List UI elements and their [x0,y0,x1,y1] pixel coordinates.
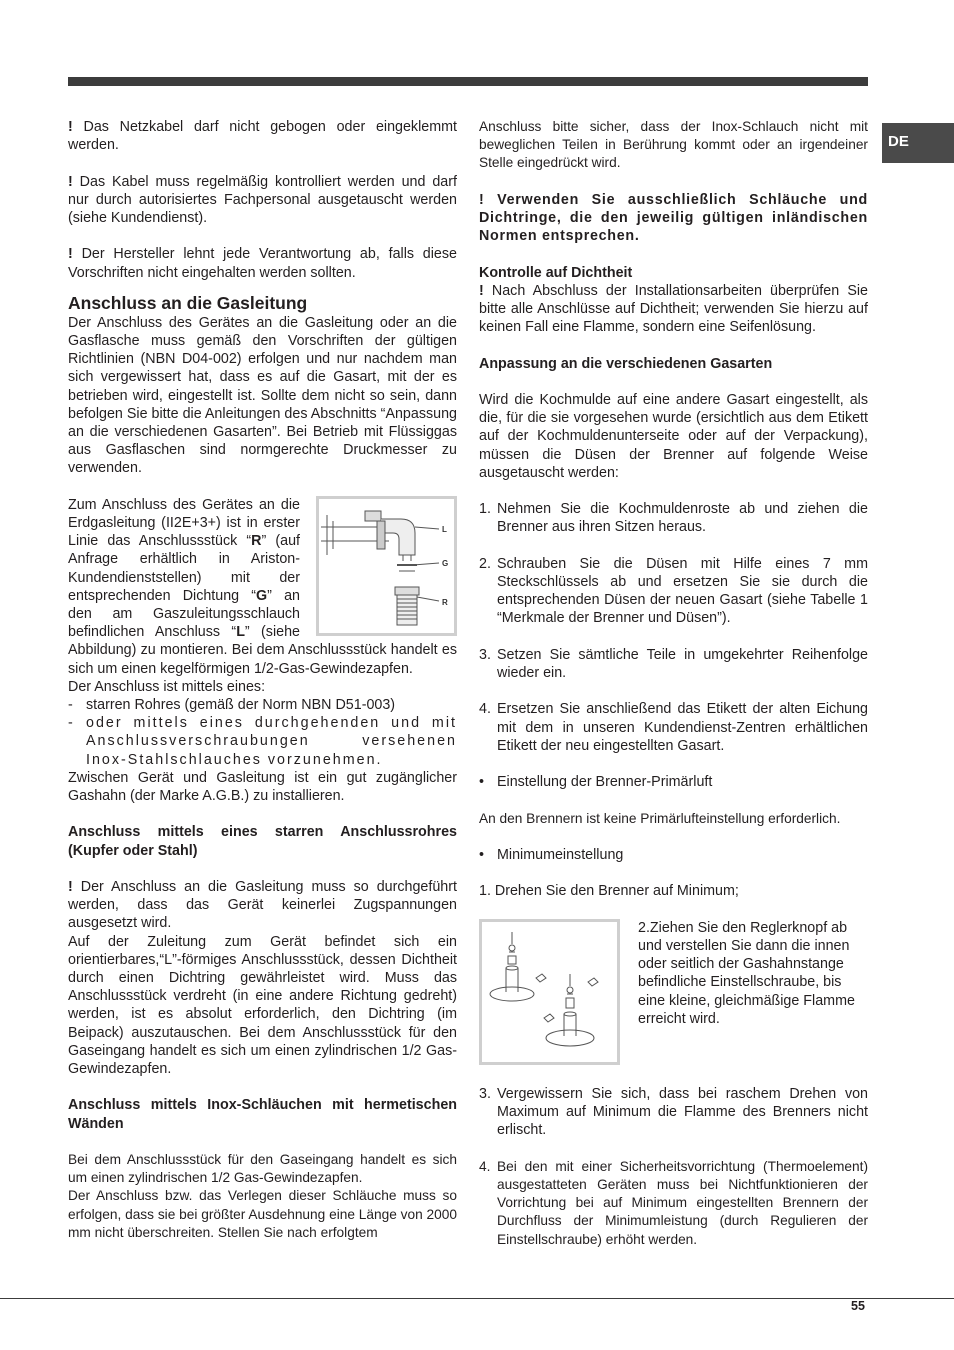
fig-label-l: L [442,524,447,534]
right-column [479,118,868,1249]
rigid-pipe-text: Auf der Zuleitung zum Gerät befindet sich ein orientierbares,“L”-förmiges Anschlussstück, dessen Dichtheit durch einen Dichtring gewährleistet wird. Muss das Anschlussstück verdreht (in eine andere Richtung gedreht) werden, ist es absolut erforderlich, den Dichtring (im Beipack) auszutauschen. Bei dem Anschlussstück für den Gaseingang handelt es sich um einen zylindrischen 1/2 Gas-Gewindezapfen. [68,933,457,1078]
list-item: - starren Rohres (gemäß der Norm NBN D51-003) [68,697,396,714]
warning-cable-bend: ! Das Netzkabel darf nicht gebogen oder eingeklemmt werden. [68,119,457,154]
list-item: 3. Setzen Sie sämtliche Teile in umgekehrter Reihenfolge wieder ein. [479,646,868,681]
list-item: 3. Vergewissern Sie sich, dass bei raschem Drehen von Maximum auf Minimum die Flamme des Brenners nicht erlischt. [479,1085,868,1139]
subheading-gas-adaptation: Anpassung an die verschiedenen Gasarten [479,355,773,372]
gas-tap-note: Zwischen Gerät und Gasleitung ist ein gut zugänglicher Gashahn (der Marke A.G.B.) zu installieren. [68,769,457,805]
page-number: 55 [851,1299,865,1313]
warning-hoses-norms: ! Verwenden Sie ausschließlich Schläuche und Dichtringe, die den jeweilig gültigen inländischen Normen entsprechen. [479,191,869,245]
footer-rule [0,1298,954,1299]
bullet-minimum: • Minimumeinstellung [479,846,624,863]
inox-hose-continued: Anschluss bitte sicher, dass der Inox-Schlauch nicht mit beweglichen Teilen in Berührung kommt oder an irgendeiner Stelle eingedrückt wird. [479,119,868,171]
connector-figure [316,496,457,636]
list-item: 1. Nehmen Sie die Kochmuldenroste ab und ziehen die Brenner aus ihren Sitzen heraus. [479,501,868,536]
subheading-inox-hose: Anschluss mittels Inox-Schläuchen mit hermetischen Wänden [68,1097,457,1132]
minimum-step-1: 1. Drehen Sie den Brenner auf Minimum; [479,883,739,900]
subheading-leak-check: Kontrolle auf Dichtheit [479,264,633,281]
leak-check-text: ! Nach Abschluss der Installationsarbeiten überprüfen Sie bitte alle Anschlüsse auf Dichtheit; verwenden Sie hierzu auf keinen Fall eine Flamme, sondern eine Seifenlösung. [479,282,868,336]
inox-hose-text-2: Der Anschluss bzw. das Verlegen dieser Schläuche muss so erfolgen, dass sie bei größter Ausdehnung eine Länge von 2000 mm nicht überschreiten. Stellen Sie nach erfolgtem [68,1188,457,1240]
warning-liability: ! Der Hersteller lehnt jede Verantwortung ab, falls diese Vorschriften nicht eingehalten werden sollten. [68,246,457,281]
list-item: - oder mittels eines durchgehenden und mit Anschlussverschraubungen versehenen Inox-Stahlschlauches vorzunehmen. [68,715,457,768]
primary-air-text: An den Brennern ist keine Primärlufteinstellung erforderlich. [479,810,841,826]
header-rule [68,77,868,86]
connection-instructions: Zum Anschluss des Gerätes an die Erdgasleitung (II2E+3+) ist in erster Linie das Anschlussstück “R” (auf Anfrage erhältlich in Ariston-Kundendienststellen) mit der entsprechenden Dichtung “G” an den am Gaszuleitungsschlauch befindlichen Anschluss “L” (siehe Abbildung) zu montieren. Bei dem Anschlussstück handelt es sich um einen kegelförmigen 1/2-Gas-Gewindezapfen. [68,496,457,677]
bullet-primary-air: • Einstellung der Brenner-Primärluft [479,774,713,791]
left-column [68,118,457,1242]
burner-diagram [482,922,617,1062]
gas-intro: Der Anschluss des Gerätes an die Gasleitung oder an die Gasflasche muss gemäß den Vorschriften der gültigen Richtlinien (NBN D04-002) erfolgen und nur nachdem man sich vergewissert hat, dass es auf die Gasart, mit der es betrieben wird, eingestellt ist. Sollte dem nicht so sein, dann befolgen Sie bitte die Anleitungen des Abschnitts “Anpassung an die verschiedenen Gasarten”. Bei Betrieb mit Flüssiggas aus Gasflaschen sind normgerechte Druckmesser zu verwenden. [68,314,457,477]
list-item: 2. Schrauben Sie die Düsen mit Hilfe eines 7 mm Steckschlüssels ab und ersetzen Sie sie durch die entsprechenden Düsen der neuen Gasart (siehe Tabelle 1 “Merkmale der Brenner und Düsen”). [479,555,868,627]
minimum-step-2: 2.Ziehen Sie den Reglerknopf ab und verstellen Sie dann die innen oder seitlich der Gashahnstange befindliche Einstellschraube, bis eine kleine, gleichmäßige Flamme erreicht wird. [638,919,855,1027]
warning-cable-check: ! Das Kabel muss regelmäßig kontrolliert werden und darf nur durch autorisiertes Fachpersonal ausgetauscht werden (siehe Kundendienst). [68,173,457,226]
fig-label-g: G [442,558,449,568]
rigid-pipe-warning: ! Der Anschluss an die Gasleitung muss so durchgeführt werden, dass das Gerät keinerlei Zugspannungen ausgesetzt wird. [68,879,457,932]
subheading-rigid-pipe: Anschluss mittels eines starren Anschlussrohres (Kupfer oder Stahl) [68,824,457,859]
fig-label-r: R [442,597,448,607]
inox-hose-text-1: Bei dem Anschlussstück für den Gaseingang handelt es sich um einen zylindrischen 1/2 Gas-Gewindezapfen. [68,1152,457,1186]
language-tab: DE [882,123,954,163]
connector-diagram [319,499,454,633]
list-item: 4. Ersetzen Sie anschließend das Etikett der alten Eichung mit dem in unseren Kundendienst-Zentren erhältlichen Etikett der neu eingestellten Gasart. [479,701,868,754]
connection-via: Der Anschluss ist mittels eines: [68,678,266,695]
gas-adaptation-text: Wird die Kochmulde auf eine andere Gasart eingestellt, als die, für die sie vorgesehen wurde (ersichtlich aus dem Etikett auf der Kochmuldenunterseite oder auf der Verpackung), müssen die Düsen der Brenner auf folgende Weise ausgetauscht werden: [479,391,868,481]
burner-figure [479,919,620,1065]
section-heading-gas: Anschluss an die Gasleitung [68,292,308,313]
list-item: 4. Bei den mit einer Sicherheitsvorrichtung (Thermoelement) ausgestatteten Geräten muss bei Nichtfunktionieren der Vorrichtung bei auf Minimum eingestellten Brennern der Durchfluss der Minimumleistung (durch Regulieren der Einstellschraube) erhöht werden. [479,1158,868,1247]
